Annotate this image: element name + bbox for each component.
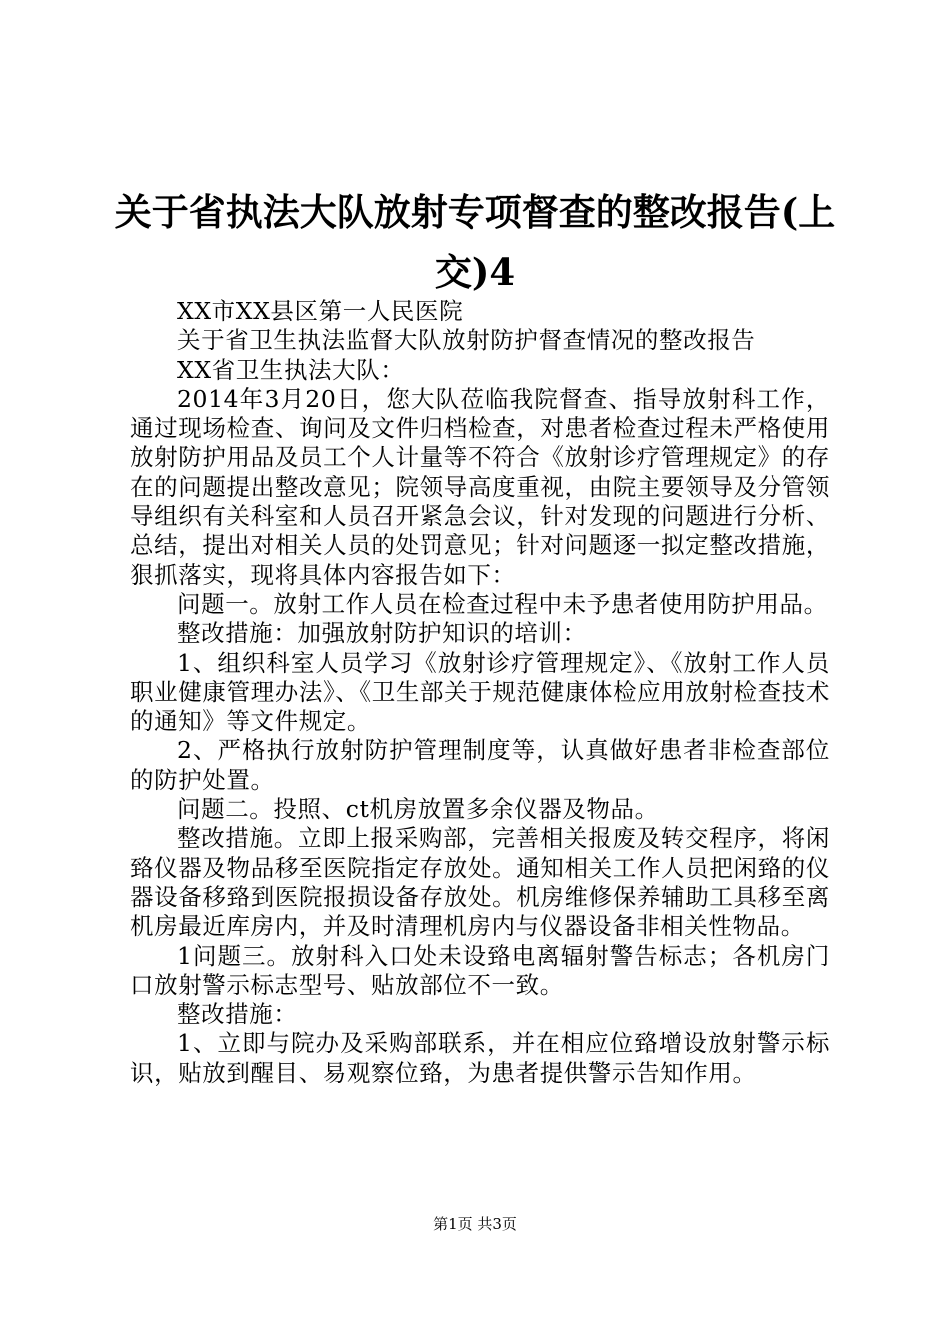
page-footer: 第1页 共3页 [433,1215,517,1233]
paragraph-issue-three: 1问题三。放射科入口处未设臵电离辐射警告标志；各机房门口放射警示标志型号、贴放部位不一致。 [130,941,830,999]
paragraph-issue-two: 问题二。投照、ct机房放置多余仪器及物品。 [177,795,659,824]
paragraph-measure-3-1: 1、立即与院办及采购部联系，并在相应位臵增设放射警示标识，贴放到醒目、易观察位臵，为患者提供警示告知作用。 [130,1029,830,1087]
paragraph-hospital-name: XX市XX县区第一人民医院 [177,297,464,325]
document-title: 关于省执法大队放射专项督查的整改报告(上交)4 [114,190,836,294]
paragraph-addressee: XX省卫生执法大队： [177,355,405,384]
document-body [130,297,830,1088]
paragraph-measures-three: 整改措施： [177,1000,298,1029]
paragraph-measures-two: 整改措施。立即上报采购部，完善相关报废及转交程序，将闲臵仪器及物品移至医院指定存放处。通知相关工作人员把闲臵的仪器设备移臵到医院报损设备存放处。机房维修保养辅助工具移至离机房最近库房内，并及时清理机房内与仪器设备非相关性物品。 [130,824,830,941]
paragraph-introduction: 2014年3月20日，您大队莅临我院督查、指导放射科工作，通过现场检查、询问及文件归档检查，对患者检查过程未严格使用放射防护用品及员工个人计量等不符合《放射诊疗管理规定》的存在的问题提出整改意见；院领导高度重视，由院主要领导及分管领导组织有关科室和人员召开紧急会议，针对发现的问题进行分析、总结，提出对相关人员的处罚意见；针对问题逐一拟定整改措施，狠抓落实，现将具体内容报告如下： [130,384,830,589]
paragraph-measure-1-2: 2、严格执行放射防护管理制度等，认真做好患者非检查部位的防护处置。 [130,736,830,794]
paragraph-issue-one: 问题一。放射工作人员在检查过程中未予患者使用防护用品。 [177,589,828,618]
paragraph-measure-1-1: 1、组织科室人员学习《放射诊疗管理规定》、《放射工作人员职业健康管理办法》、《卫生部关于规范健康体检应用放射检查技术的通知》等文件规定。 [130,648,830,736]
paragraph-measures-one: 整改措施：加强放射防护知识的培训： [177,619,587,648]
paragraph-report-subject: 关于省卫生执法监督大队放射防护督查情况的整改报告 [177,326,756,355]
